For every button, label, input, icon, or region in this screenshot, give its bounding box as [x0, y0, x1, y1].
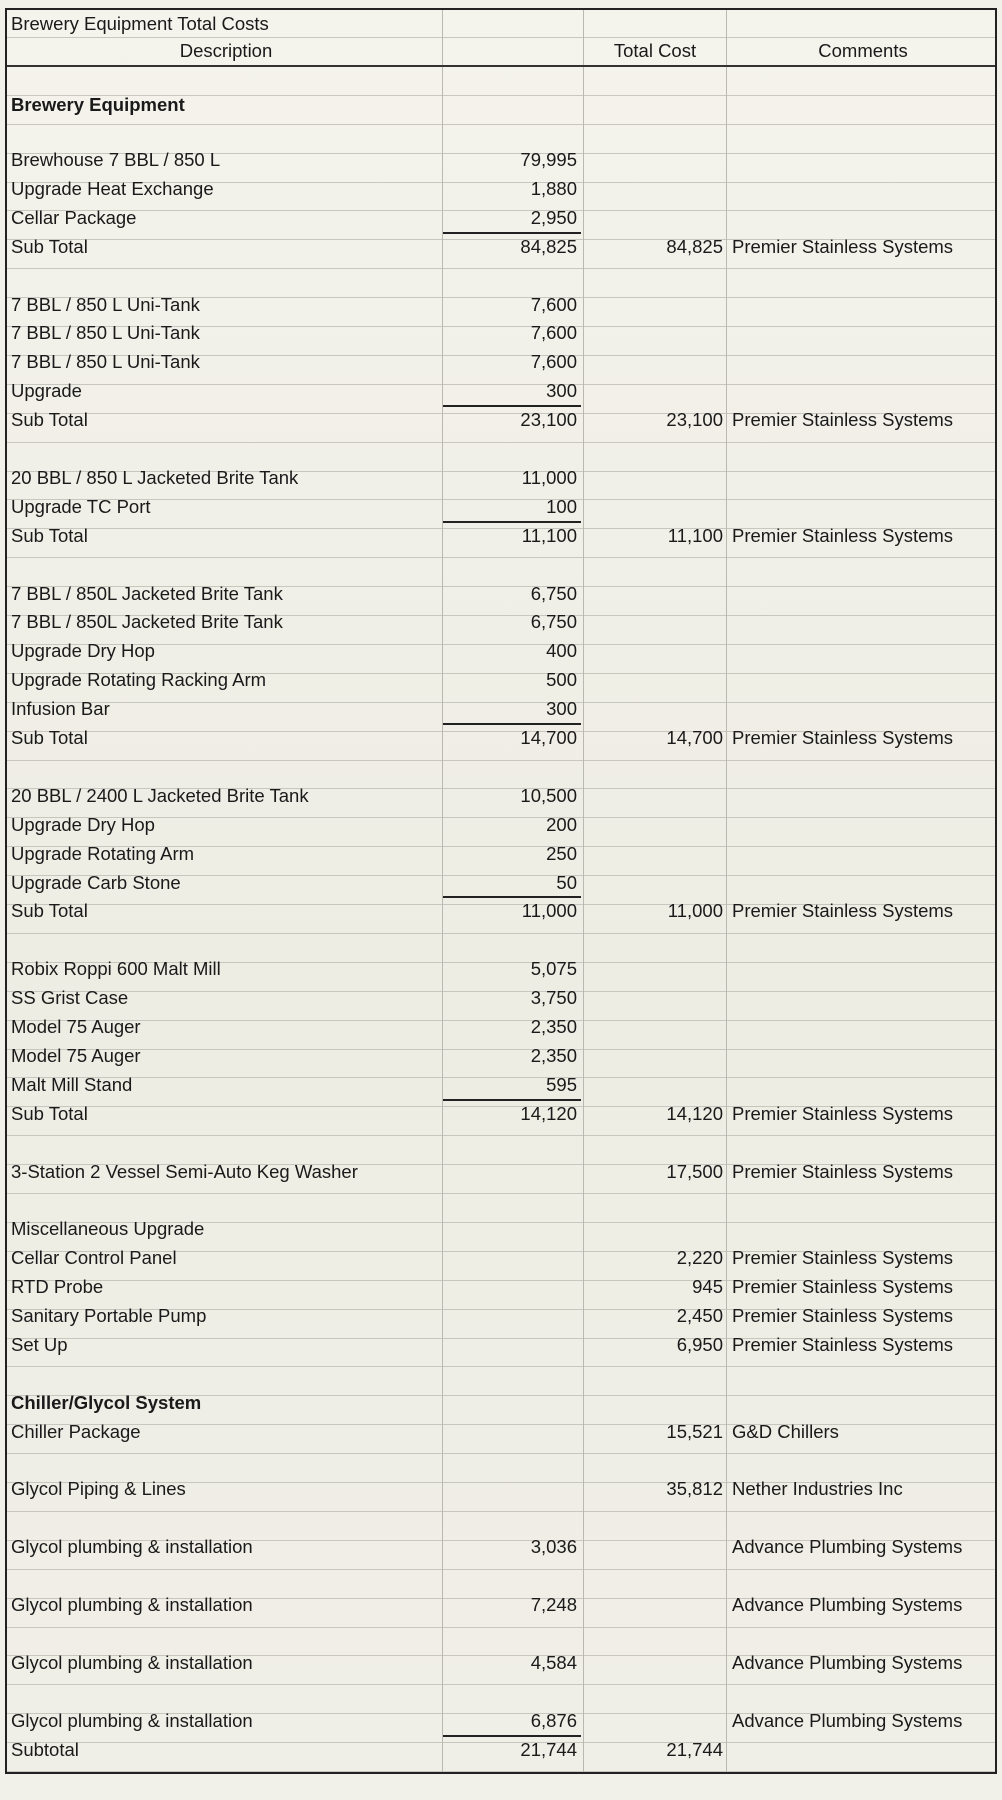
table-row	[7, 1042, 995, 1071]
row-description	[11, 1504, 441, 1533]
row-total	[583, 377, 723, 406]
row-amount: 7,600	[530, 293, 577, 315]
row-description: Upgrade Dry Hop	[11, 640, 155, 662]
row-comment: Premier Stainless Systems	[732, 1333, 954, 1355]
row-comment: Premier Stainless Systems	[732, 1247, 954, 1269]
section-heading: Brewery Equipment	[11, 94, 185, 115]
row-description: Malt Mill Stand	[11, 1073, 133, 1095]
row-description: Cellar Control Panel	[11, 1247, 177, 1269]
table-row	[7, 1273, 995, 1302]
row-total	[583, 204, 723, 233]
table-row	[7, 1071, 995, 1100]
row-total	[583, 1678, 723, 1707]
row-amount: 6,750	[530, 611, 577, 633]
row-amount: 300	[546, 380, 577, 402]
table-row	[7, 493, 995, 522]
row-total	[583, 1042, 723, 1071]
row-total	[583, 637, 723, 666]
table-row	[7, 1331, 995, 1360]
row-description: Glycol plumbing & installation	[11, 1536, 253, 1558]
table-row	[7, 319, 995, 348]
grid-row-line	[7, 1771, 995, 1772]
row-comment	[732, 319, 994, 348]
row-comment: Premier Stainless Systems	[732, 1276, 954, 1298]
row-amount	[443, 1418, 577, 1447]
row-amount	[443, 1678, 577, 1707]
row-comment	[732, 493, 994, 522]
row-comment	[732, 955, 994, 984]
row-total: 14,120	[666, 1102, 723, 1124]
row-comment: Premier Stainless Systems	[732, 1305, 954, 1326]
row-total	[583, 348, 723, 377]
row-comment	[732, 1620, 994, 1649]
row-total	[583, 1129, 723, 1158]
row-comment	[732, 435, 994, 464]
row-total: 945	[692, 1276, 723, 1298]
row-amount: 3,036	[530, 1536, 577, 1558]
table-row	[7, 1447, 995, 1476]
table-row	[7, 840, 995, 869]
row-description: Sanitary Portable Pump	[11, 1305, 207, 1326]
row-amount: 595	[546, 1073, 577, 1095]
row-description: Glycol Piping & Lines	[11, 1478, 186, 1500]
row-comment	[732, 1129, 994, 1158]
table-row	[7, 1129, 995, 1158]
row-comment: Premier Stainless Systems	[732, 524, 954, 546]
row-total: 6,950	[676, 1333, 723, 1355]
row-amount	[443, 551, 577, 580]
table-row	[7, 1215, 995, 1244]
row-description: Sub Total	[11, 235, 88, 257]
row-description	[11, 1562, 441, 1591]
row-description: Upgrade	[11, 380, 82, 402]
row-total	[583, 1389, 723, 1418]
row-amount: 2,350	[530, 1016, 577, 1037]
row-description	[11, 1186, 441, 1215]
row-amount: 2,350	[530, 1044, 577, 1066]
row-total: 17,500	[666, 1160, 723, 1182]
row-comment: Premier Stainless Systems	[732, 900, 954, 922]
row-description: Brewhouse 7 BBL / 850 L	[11, 149, 221, 170]
row-comment	[732, 753, 994, 782]
row-amount: 100	[546, 495, 577, 517]
row-description: Upgrade Heat Exchange	[11, 177, 214, 199]
row-total: 11,100	[667, 524, 723, 546]
row-amount: 2,950	[530, 206, 577, 228]
table-row	[7, 551, 995, 580]
table-row	[7, 955, 995, 984]
row-total	[583, 869, 723, 898]
row-comment	[732, 608, 994, 637]
row-total: 11,000	[667, 900, 723, 922]
row-description: Glycol plumbing & installation	[11, 1709, 253, 1731]
row-description: Glycol plumbing & installation	[11, 1594, 253, 1615]
row-amount: 21,744	[520, 1738, 577, 1760]
table-row	[7, 348, 995, 377]
row-comment: Advance Plumbing Systems	[732, 1651, 963, 1673]
table-row	[7, 1620, 995, 1649]
row-comment	[732, 1389, 994, 1418]
row-description: Infusion Bar	[11, 698, 110, 720]
row-total	[583, 1562, 723, 1591]
row-comment	[732, 262, 994, 291]
table-row	[7, 1186, 995, 1215]
table-row	[7, 1244, 995, 1273]
row-comment: Premier Stainless Systems	[732, 409, 954, 431]
row-description: 7 BBL / 850 L Uni-Tank	[11, 351, 200, 373]
row-total: 21,744	[666, 1738, 723, 1760]
table-row	[7, 464, 995, 493]
row-comment	[732, 666, 994, 695]
row-comment	[732, 1013, 994, 1042]
row-total	[583, 1186, 723, 1215]
table-row	[7, 146, 995, 175]
row-comment	[732, 1736, 994, 1765]
row-amount: 11,000	[521, 466, 577, 488]
row-comment: Advance Plumbing Systems	[732, 1594, 963, 1615]
table-row	[7, 1389, 995, 1418]
row-description	[11, 926, 441, 955]
row-amount: 10,500	[520, 784, 577, 806]
row-comment: G&D Chillers	[732, 1420, 839, 1442]
row-description: 7 BBL / 850L Jacketed Brite Tank	[11, 582, 283, 604]
row-amount: 200	[546, 813, 577, 835]
row-description	[11, 753, 441, 782]
row-description: 7 BBL / 850L Jacketed Brite Tank	[11, 611, 283, 633]
row-amount	[443, 1504, 577, 1533]
table-row	[7, 1100, 995, 1129]
row-description	[11, 262, 441, 291]
row-amount: 6,876	[530, 1709, 577, 1731]
row-description: Robix Roppi 600 Malt Mill	[11, 958, 221, 980]
table-row	[7, 233, 995, 262]
row-amount	[443, 1158, 577, 1187]
row-total	[583, 262, 723, 291]
table-row	[7, 1736, 995, 1765]
row-amount: 250	[546, 842, 577, 864]
table-row	[7, 291, 995, 320]
table-row	[7, 1302, 995, 1331]
row-description: Cellar Package	[11, 206, 137, 228]
row-comment	[732, 146, 994, 175]
grid-row-line	[7, 124, 995, 125]
row-total	[583, 1620, 723, 1649]
row-description	[11, 1678, 441, 1707]
row-description: Set Up	[11, 1333, 68, 1355]
row-total	[583, 435, 723, 464]
row-total: 2,450	[676, 1305, 723, 1326]
row-description: 3-Station 2 Vessel Semi-Auto Keg Washer	[11, 1160, 358, 1182]
row-amount: 23,100	[520, 409, 577, 431]
row-description: Sub Total	[11, 900, 88, 922]
row-comment	[732, 811, 994, 840]
row-amount	[443, 1302, 577, 1331]
row-amount: 14,700	[520, 727, 577, 748]
row-total	[583, 1013, 723, 1042]
row-amount	[443, 1186, 577, 1215]
row-amount: 4,584	[530, 1651, 577, 1673]
row-comment: Premier Stainless Systems	[732, 727, 954, 748]
row-description: Upgrade Carb Stone	[11, 871, 181, 893]
row-amount	[443, 926, 577, 955]
row-comment: Premier Stainless Systems	[732, 235, 954, 257]
row-description: RTD Probe	[11, 1276, 104, 1298]
row-description	[11, 551, 441, 580]
row-amount	[443, 1389, 577, 1418]
row-description: Upgrade Rotating Arm	[11, 842, 195, 864]
row-amount: 7,600	[530, 351, 577, 373]
row-total	[583, 146, 723, 175]
row-comment	[732, 840, 994, 869]
row-comment	[732, 464, 994, 493]
row-total	[583, 1504, 723, 1533]
table-row	[7, 666, 995, 695]
row-description: 7 BBL / 850 L Uni-Tank	[11, 322, 200, 344]
row-amount	[443, 1273, 577, 1302]
row-description	[11, 1360, 441, 1389]
row-description: Sub Total	[11, 727, 88, 748]
row-comment	[732, 377, 994, 406]
row-total	[583, 955, 723, 984]
row-total: 35,812	[666, 1478, 723, 1500]
row-amount: 500	[546, 669, 577, 691]
row-amount	[443, 1215, 577, 1244]
table-row	[7, 435, 995, 464]
row-amount: 5,075	[530, 958, 577, 980]
row-description: 7 BBL / 850 L Uni-Tank	[11, 293, 200, 315]
row-comment	[732, 348, 994, 377]
row-comment: Nether Industries Inc	[732, 1478, 903, 1500]
row-total	[583, 1649, 723, 1678]
table-row	[7, 262, 995, 291]
table-row	[7, 984, 995, 1013]
row-comment	[732, 580, 994, 609]
row-total	[583, 926, 723, 955]
row-comment	[732, 695, 994, 724]
row-comment	[732, 1042, 994, 1071]
row-total	[583, 1360, 723, 1389]
row-description	[11, 1129, 441, 1158]
row-comment: Advance Plumbing Systems	[732, 1709, 963, 1731]
table-row	[7, 897, 995, 926]
row-total	[583, 493, 723, 522]
row-total	[583, 291, 723, 320]
row-description: Glycol plumbing & installation	[11, 1651, 253, 1673]
row-description: Upgrade TC Port	[11, 495, 151, 517]
row-total	[583, 551, 723, 580]
row-total	[583, 1707, 723, 1736]
row-comment	[732, 984, 994, 1013]
row-amount	[443, 1620, 577, 1649]
row-total: 84,825	[666, 235, 723, 257]
table-row	[7, 406, 995, 435]
row-description: Chiller Package	[11, 1420, 141, 1442]
table-row	[7, 724, 995, 753]
row-description: Chiller/Glycol System	[11, 1391, 202, 1413]
row-amount	[443, 435, 577, 464]
row-amount	[443, 1562, 577, 1591]
row-description: Miscellaneous Upgrade	[11, 1218, 205, 1240]
table-row	[7, 1591, 995, 1620]
table-row	[7, 811, 995, 840]
row-description: 20 BBL / 850 L Jacketed Brite Tank	[11, 466, 299, 488]
row-amount: 1,880	[530, 177, 577, 199]
row-amount	[443, 1360, 577, 1389]
table-row	[7, 1533, 995, 1562]
row-total	[583, 580, 723, 609]
row-description	[11, 435, 441, 464]
row-total	[583, 811, 723, 840]
table-row	[7, 1418, 995, 1447]
row-total	[583, 1447, 723, 1476]
row-comment	[732, 1678, 994, 1707]
table-row	[7, 1013, 995, 1042]
row-comment	[732, 1215, 994, 1244]
row-comment	[732, 1447, 994, 1476]
row-amount: 7,248	[530, 1594, 577, 1615]
spreadsheet	[5, 8, 997, 1774]
table-row	[7, 175, 995, 204]
row-comment: Advance Plumbing Systems	[732, 1536, 963, 1558]
table-row	[7, 377, 995, 406]
row-amount: 14,120	[520, 1102, 577, 1124]
row-total	[583, 695, 723, 724]
row-amount	[443, 1129, 577, 1158]
title-row	[7, 10, 995, 39]
row-amount	[443, 262, 577, 291]
row-comment	[732, 926, 994, 955]
row-total	[583, 1591, 723, 1620]
column-header-row	[7, 37, 995, 66]
row-total	[583, 608, 723, 637]
row-total	[583, 753, 723, 782]
row-description: Subtotal	[11, 1738, 79, 1760]
row-description: 20 BBL / 2400 L Jacketed Brite Tank	[11, 784, 309, 806]
header-comments: Comments	[818, 40, 908, 61]
row-total: 14,700	[666, 727, 723, 748]
row-total	[583, 175, 723, 204]
row-comment	[732, 1186, 994, 1215]
sheet-title: Brewery Equipment Total Costs	[11, 13, 269, 34]
table-row	[7, 522, 995, 551]
table-row	[7, 637, 995, 666]
table-row	[7, 1678, 995, 1707]
row-total	[583, 1533, 723, 1562]
row-amount	[443, 1331, 577, 1360]
row-comment	[732, 175, 994, 204]
row-total	[583, 319, 723, 348]
header-description: Description	[179, 40, 273, 61]
table-row	[7, 608, 995, 637]
row-description: Sub Total	[11, 409, 88, 431]
row-description: SS Grist Case	[11, 987, 129, 1009]
row-description: Model 75 Auger	[11, 1044, 141, 1066]
row-amount	[443, 1447, 577, 1476]
table-row	[7, 1158, 995, 1187]
table-row	[7, 1475, 995, 1504]
row-comment: Premier Stainless Systems	[732, 1160, 954, 1182]
row-total	[583, 1215, 723, 1244]
table-row	[7, 753, 995, 782]
row-comment	[732, 1071, 994, 1100]
row-amount	[443, 1475, 577, 1504]
table-row	[7, 204, 995, 233]
section-heading-row	[7, 91, 995, 120]
row-comment	[732, 204, 994, 233]
row-total	[583, 984, 723, 1013]
table-row	[7, 869, 995, 898]
row-total	[583, 666, 723, 695]
table-row	[7, 695, 995, 724]
table-row	[7, 1707, 995, 1736]
row-amount: 11,000	[521, 900, 577, 922]
table-row	[7, 580, 995, 609]
row-comment	[732, 551, 994, 580]
row-amount	[443, 753, 577, 782]
row-comment	[732, 291, 994, 320]
row-comment	[732, 637, 994, 666]
row-total	[583, 782, 723, 811]
row-amount	[443, 1244, 577, 1273]
row-description: Sub Total	[11, 1102, 88, 1124]
row-description	[11, 1447, 441, 1476]
row-comment	[732, 869, 994, 898]
row-comment: Premier Stainless Systems	[732, 1102, 954, 1124]
row-total	[583, 464, 723, 493]
table-row	[7, 1360, 995, 1389]
header-total-cost: Total Cost	[613, 40, 697, 61]
table-row	[7, 1562, 995, 1591]
row-amount: 300	[546, 698, 577, 720]
row-amount: 11,100	[521, 524, 577, 546]
row-description: Upgrade Dry Hop	[11, 813, 155, 835]
row-description: Sub Total	[11, 524, 88, 546]
row-amount: 50	[556, 871, 577, 893]
row-total: 15,521	[666, 1420, 723, 1442]
row-comment	[732, 1504, 994, 1533]
row-amount: 79,995	[520, 149, 577, 170]
row-amount: 6,750	[530, 582, 577, 604]
row-comment	[732, 782, 994, 811]
table-row	[7, 926, 995, 955]
row-amount: 7,600	[530, 322, 577, 344]
row-comment	[732, 1360, 994, 1389]
row-amount: 3,750	[530, 987, 577, 1009]
row-description	[11, 1620, 441, 1649]
row-description: Model 75 Auger	[11, 1016, 141, 1037]
table-row	[7, 782, 995, 811]
row-amount: 84,825	[520, 235, 577, 257]
row-comment	[732, 1562, 994, 1591]
row-total	[583, 840, 723, 869]
row-amount: 400	[546, 640, 577, 662]
row-description: Upgrade Rotating Racking Arm	[11, 669, 267, 691]
table-row	[7, 1649, 995, 1678]
table-row	[7, 1504, 995, 1533]
row-total: 2,220	[676, 1247, 723, 1269]
row-total	[583, 1071, 723, 1100]
row-total: 23,100	[666, 409, 723, 431]
